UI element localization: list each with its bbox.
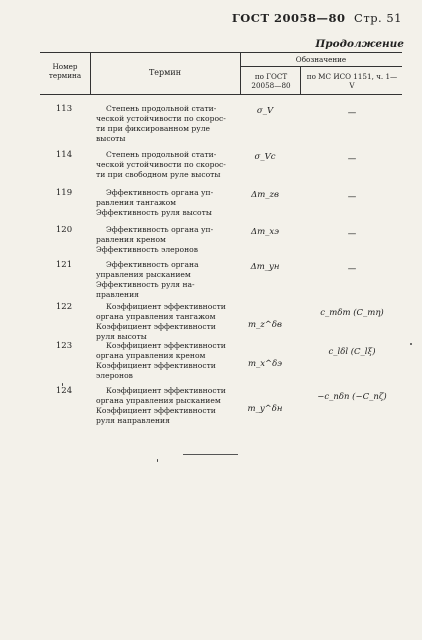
gost-symbol: Δm_zв [251, 190, 279, 200]
iso-symbol: c_lδl (C_lξ) [328, 347, 376, 357]
term-line: Коэффициент эффективности [106, 386, 226, 395]
term-number: 120 [55, 225, 73, 235]
margin-mark [157, 459, 158, 462]
page-number: Стр. 51 [354, 11, 402, 25]
gost-symbol: σ_V [256, 106, 274, 116]
gost-symbol: m_y^δн [247, 404, 283, 414]
iso-symbol: c_mδm (C_mη) [320, 308, 384, 318]
iso-symbol: — [347, 229, 357, 239]
term-line: правления [96, 289, 139, 299]
gost-symbol: Δm_yн [250, 262, 280, 272]
standard-number: ГОСТ 20058—80 [231, 11, 346, 25]
term-line: равления креном [96, 234, 166, 244]
term-number: 123 [55, 341, 73, 351]
term-line: Коэффициент эффективности [96, 405, 216, 415]
term-line: равления тангажом [96, 197, 177, 207]
term-line: Коэффициент эффективности [96, 360, 216, 370]
term-line: Коэффициент эффективности [106, 302, 226, 311]
term-line: Степень продольной стати- [106, 104, 217, 113]
term-line: ческой устойчивости по скорос- [96, 159, 226, 169]
header-iso: по МС ИСО 1151, ч. 1—V [306, 72, 398, 90]
col-divider-3 [300, 66, 301, 94]
term-number: 113 [55, 104, 73, 114]
table-top-border [40, 52, 402, 53]
term-line: управления рысканием [96, 269, 191, 279]
gost-symbol: Δm_xэ [250, 227, 279, 237]
header-gost: по ГОСТ 20058—80 [251, 72, 291, 90]
term-text [96, 260, 238, 299]
header-designation: Обозначение [295, 55, 347, 64]
term-text [96, 225, 238, 255]
term-text [96, 104, 238, 143]
continuation-label: Продолжение [315, 38, 404, 50]
iso-symbol: — [347, 264, 357, 274]
term-number: 124 [55, 386, 73, 396]
iso-symbol: — [347, 154, 357, 164]
term-line: ческой устойчивости по скорос- [96, 113, 226, 123]
page-header [232, 11, 402, 25]
term-text [96, 150, 238, 180]
term-text [96, 386, 238, 425]
term-line: Коэффициент эффективности [96, 321, 216, 331]
gost-symbol: σ_Vc [254, 152, 276, 162]
term-line: Эффективность элеронов [96, 244, 199, 254]
term-line: Эффективность органа уп- [106, 225, 214, 234]
term-number: 122 [55, 302, 73, 312]
term-line: высоты [96, 133, 126, 143]
term-line: ти при свободном руле высоты [96, 169, 221, 179]
term-number: 114 [55, 150, 73, 160]
term-line: руля направления [96, 415, 170, 425]
term-line: Эффективность органа уп- [106, 188, 214, 197]
term-line: Эффективность руля на- [96, 279, 195, 289]
term-line: Степень продольной стати- [106, 150, 217, 159]
gost-symbol: m_x^δэ [247, 359, 283, 369]
iso-symbol: — [347, 108, 357, 118]
term-number: 119 [55, 188, 73, 198]
margin-mark [62, 383, 63, 386]
term-line: Эффективность руля высоты [96, 207, 212, 217]
footer-rule [183, 454, 238, 455]
header-number: Номер термина [48, 62, 82, 80]
term-line: органа управления креном [96, 350, 206, 360]
term-line: Эффективность органа [106, 260, 199, 269]
iso-symbol: −c_nδn (−C_nζ) [317, 392, 387, 402]
designation-divider [240, 66, 402, 67]
term-number: 121 [55, 260, 73, 270]
term-line: ти при фиксированном руле [96, 123, 211, 133]
term-text [96, 302, 238, 341]
gost-symbol: m_z^δв [248, 320, 282, 330]
header-bottom-border [40, 94, 402, 95]
term-line: элеронов [96, 370, 133, 380]
margin-mark [410, 343, 412, 345]
term-line: органа управления рысканием [96, 395, 221, 405]
term-line: органа управления тангажом [96, 311, 216, 321]
term-line: Коэффициент эффективности [106, 341, 226, 350]
term-text [96, 341, 238, 380]
term-text [96, 188, 238, 218]
header-term: Термин [148, 68, 182, 77]
term-line: руля высоты [96, 331, 147, 341]
terms-table [40, 52, 402, 438]
iso-symbol: — [347, 192, 357, 202]
